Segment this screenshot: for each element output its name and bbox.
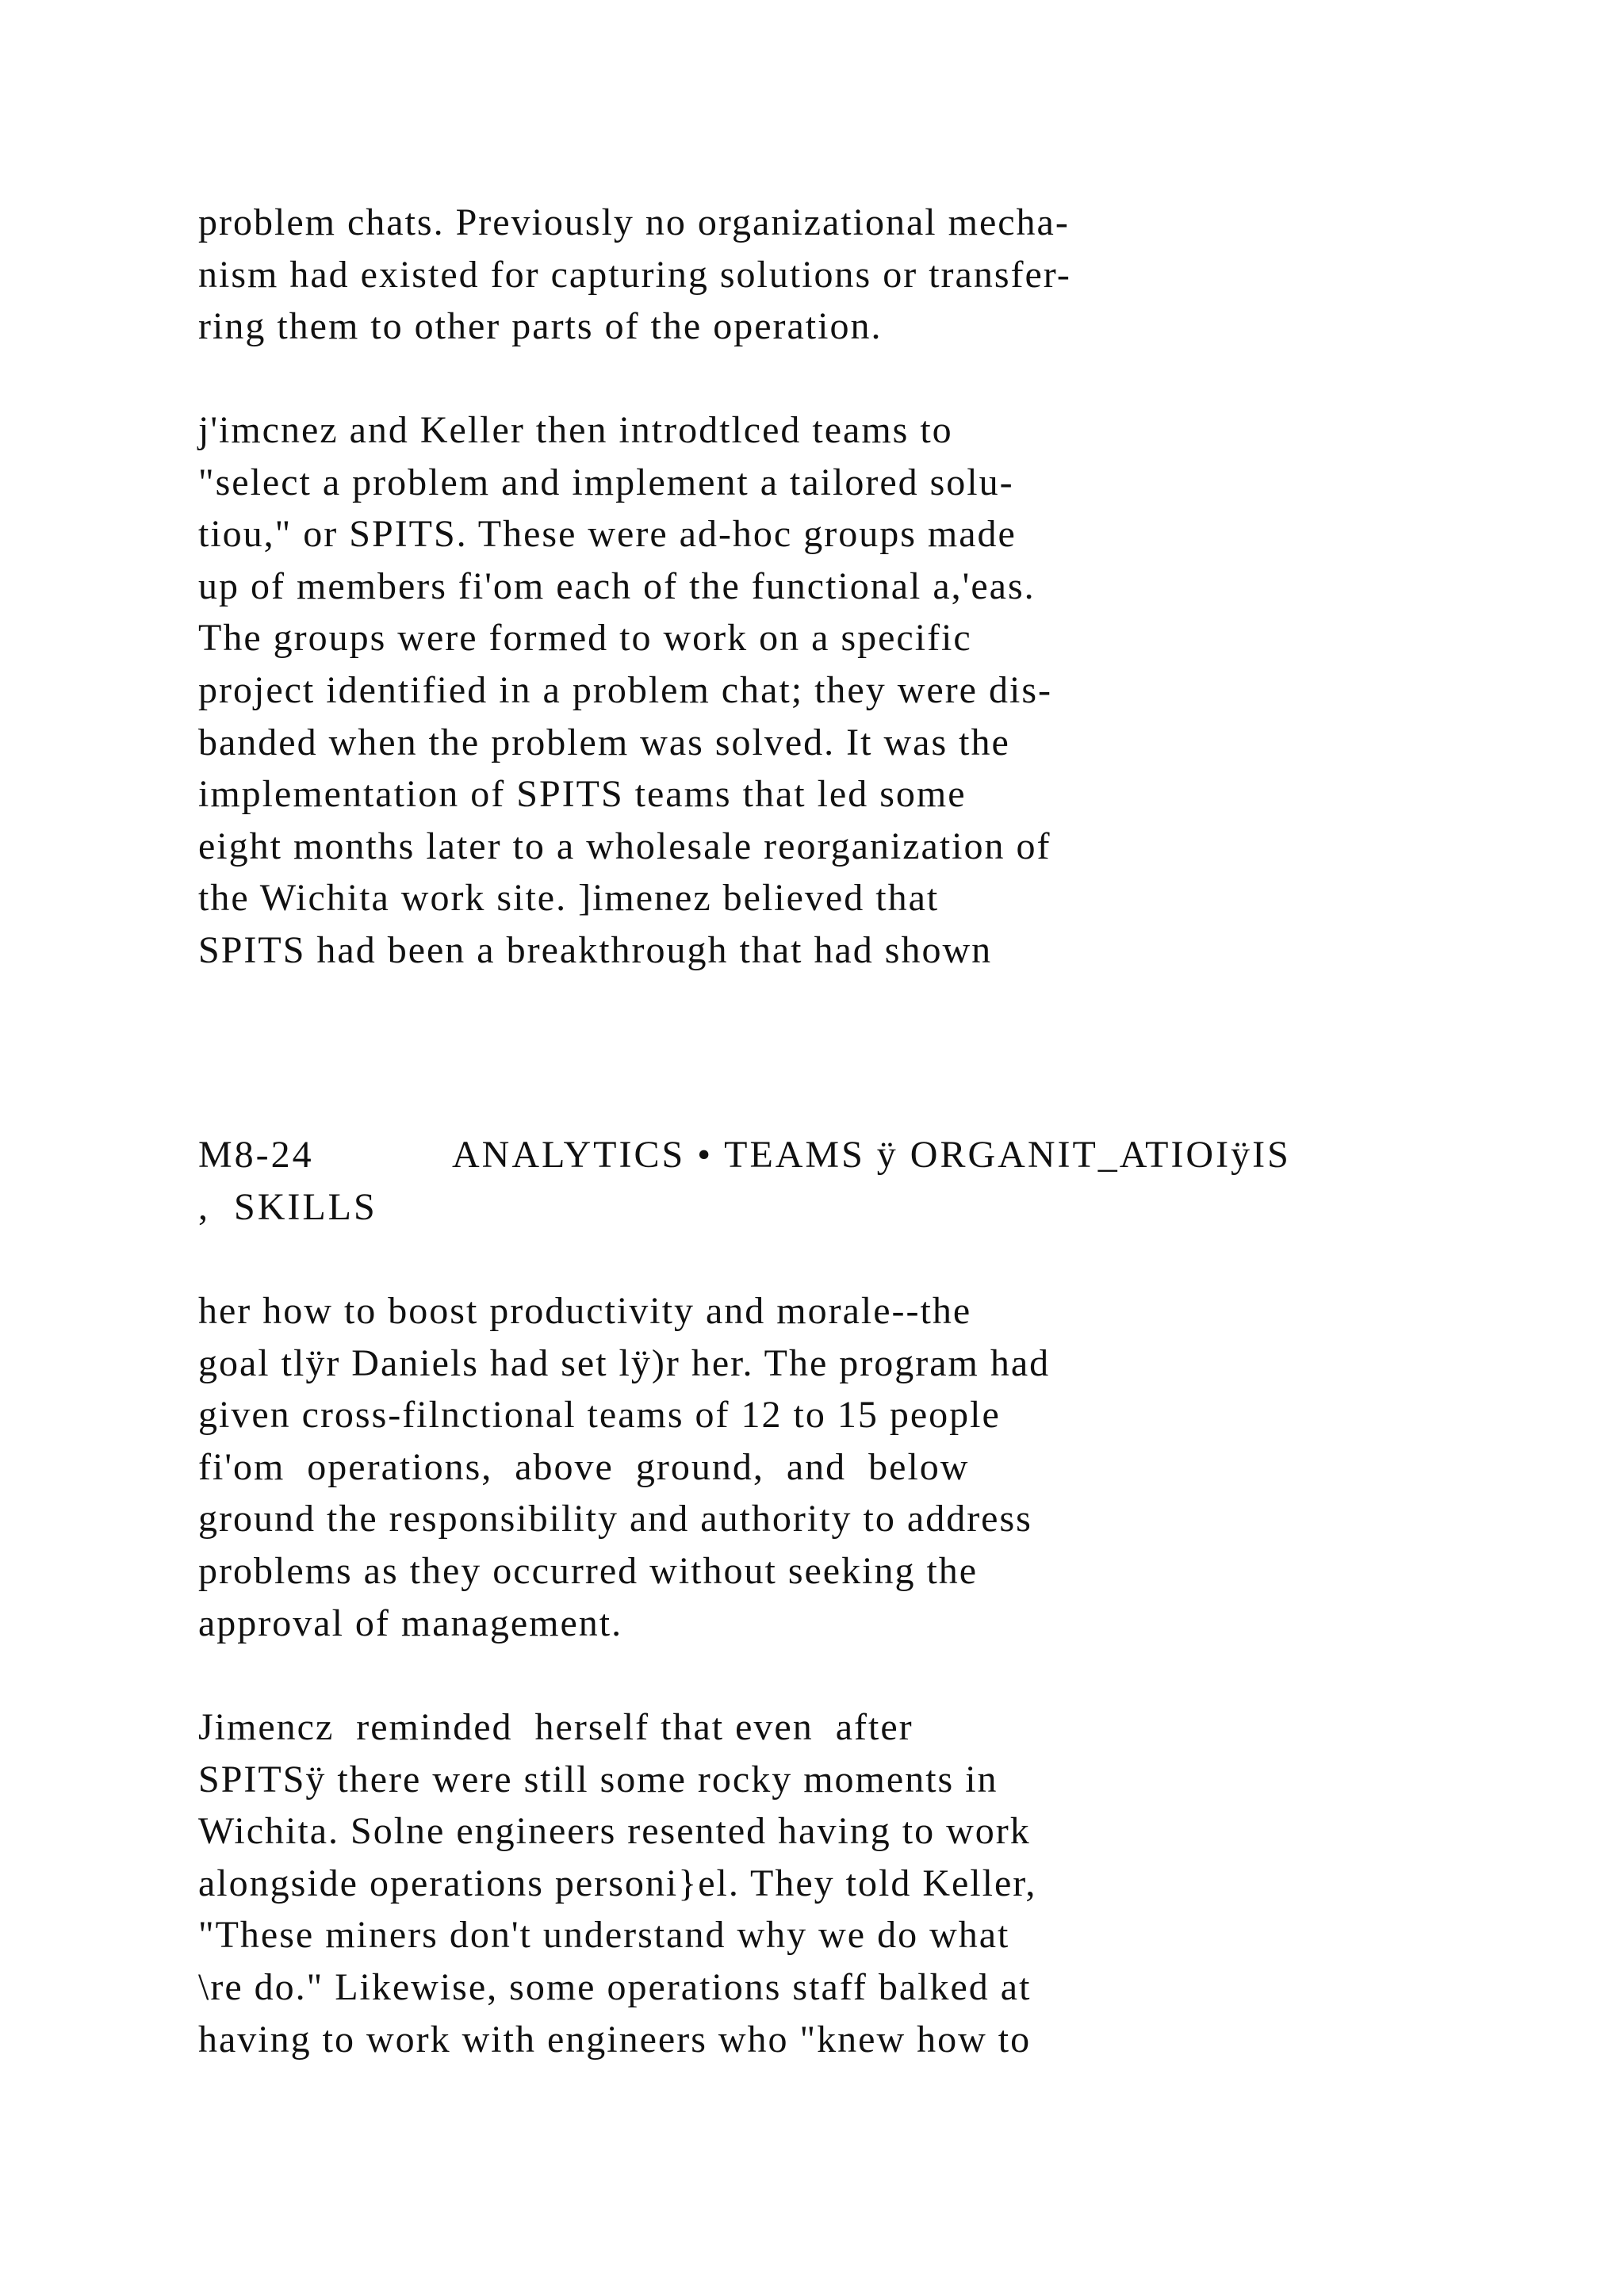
page-header	[198, 1129, 1546, 1233]
text-line: the Wichita work site. ]imenez believed that	[198, 877, 940, 920]
text-line: j'imcnez and Keller then introdtlced teams to	[198, 409, 953, 451]
text-line: up of members fi'om each of the functional a,'eas.	[198, 564, 1036, 607]
text-line: problems as they occurred without seeking the	[198, 1549, 979, 1592]
text-line: eight months later to a wholesale reorganization of	[198, 825, 1051, 867]
text-line: problem chats. Previously no organizational mecha-	[198, 201, 1070, 243]
text-line: \re do." Likewise, some operations staff balked at	[198, 1965, 1032, 2008]
text-line: implementation of SPITS teams that led some	[198, 773, 967, 816]
paragraph-4	[198, 1701, 1546, 2065]
text-line: alongside operations personi}el. They told Keller,	[198, 1862, 1037, 1904]
running-title: ANALYTICS • TEAMS ÿ ORGANIT_ATIOIÿIS	[452, 1134, 1291, 1176]
text-line: ground the responsibility and authority to address	[198, 1498, 1032, 1540]
text-line: Wichita. Solne engineers resented having to work	[198, 1810, 1031, 1853]
paragraph-1	[198, 197, 1546, 353]
text-line: Jimencz reminded herself that even after	[198, 1706, 914, 1748]
text-line: "select a problem and implement a tailored solu-	[198, 461, 1014, 503]
page-header-line	[198, 1129, 1546, 1181]
text-line: "These miners don't understand why we do what	[198, 1914, 1010, 1957]
text-line: given cross-filnctional teams of 12 to 15 people	[198, 1394, 1001, 1437]
text-line: goal tlÿr Daniels had set lÿ)r her. The program had	[198, 1341, 1051, 1384]
paragraph-3	[198, 1285, 1546, 1649]
page-number: M8-24	[198, 1134, 314, 1176]
text-line: ring them to other parts of the operation.	[198, 305, 883, 348]
text-line: fi'om operations, above ground, and below	[198, 1445, 970, 1488]
text-line: tiou," or SPITS. These were ad-hoc groups made	[198, 513, 1017, 556]
text-line: her how to boost productivity and morale--the	[198, 1290, 972, 1332]
text-line: SPITS had been a breakthrough that had shown	[198, 928, 993, 971]
text-line: The groups were formed to work on a specific	[198, 617, 972, 660]
text-line: nism had existed for capturing solutions or transfer-	[198, 253, 1071, 296]
running-title-continuation: , SKILLS	[198, 1185, 377, 1228]
text-line: SPITSÿ there were still some rocky moments in	[198, 1758, 998, 1800]
text-line: banded when the problem was solved. It was the	[198, 721, 1010, 763]
text-line: having to work with engineers who "knew how to	[198, 2018, 1032, 2061]
text-line: project identified in a problem chat; they were dis-	[198, 668, 1052, 711]
text-line: approval of management.	[198, 1601, 623, 1644]
paragraph-2	[198, 404, 1546, 977]
